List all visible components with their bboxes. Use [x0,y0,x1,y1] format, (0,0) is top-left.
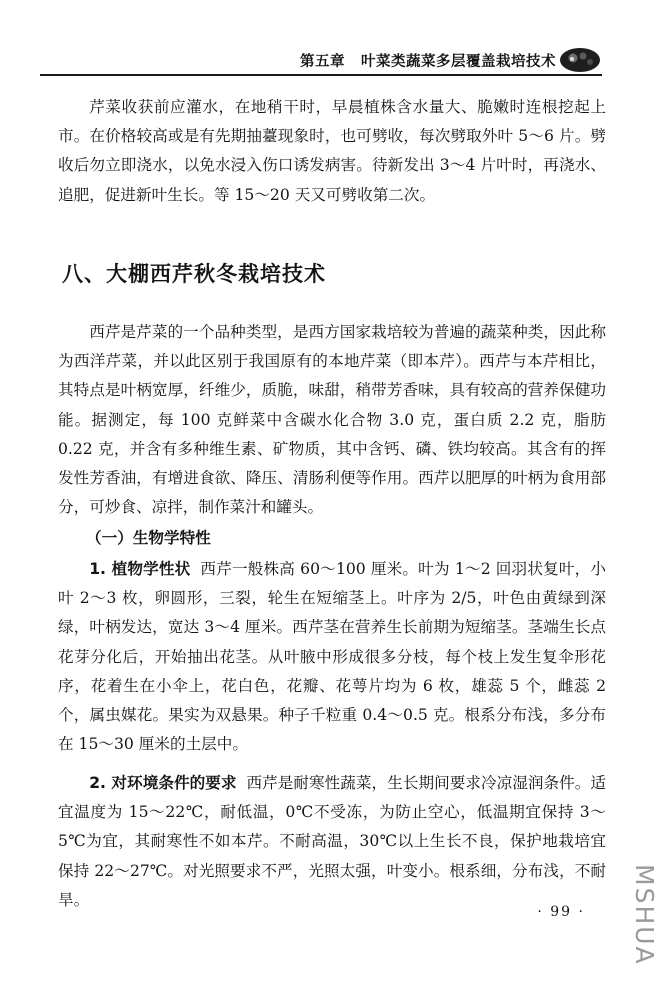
running-header [40,46,602,76]
paragraph-environment [58,769,606,915]
watermark: MSHUA [630,864,659,966]
paragraph-harvest: 芹菜收获前应灌水，在地稍干时，早晨植株含水量大、脆嫩时连根挖起上市。在价格较高或是有先期抽薹现象时，也可劈收，每次劈取外叶 5～6 片。劈收后勿立即浇水，以免水浸入伤口诱发病害。待新发出 3～4 片叶时，再浇水、追肥，促进新叶生长。等 15～20 天又可劈收第二次。 [58,98,606,204]
section-title: 八、大棚西芹秋冬栽培技术 [62,262,326,286]
paragraph-botanical-traits [58,555,606,759]
header-title: 叶菜类蔬菜多层覆盖栽培技术 [361,54,556,70]
paragraph-celery-intro: 西芹是芹菜的一个品种类型，是西方国家栽培较为普遍的蔬菜种类，因此称为西洋芹菜，并以此区别于我国原有的本地芹菜（即本芹）。西芹与本芹相比，其特点是叶柄宽厚，纤维少，质脆，味甜，稍带芳香味，具有较高的营养保健功能。据测定，每 100 克鲜菜中含碳水化合物 3.0 克，蛋白质 2.2 克，脂肪 0.22 克，并含有多种维生素、矿物质，其中含钙、磷、铁均较高。其含有的挥发性芳香油，有增进食欲、降压、清肠利便等作用。西芹以肥厚的叶柄为食用部分，可炒食、凉拌，制作菜汁和罐头。 [58,323,606,517]
page-number: · 99 · [537,904,585,920]
item-heading-environment: 2. 对环境条件的要求 [89,774,237,792]
subsection-title: （一）生物学特性 [86,529,211,547]
item-text-botanical: 西芹一般株高 60～100 厘米。叶为 1～2 回羽状复叶，小叶 2～3 枚，卵圆形，三裂，轮生在短缩茎上。叶序为 2/5，叶色由黄绿到深绿，叶柄发达，宽达 3～4 厘米。西芹茎在营养生长前期为短缩茎。茎端生长点花芽分化后，开始抽出花茎。从叶腋中形成很多分枝，每个枝上发生复伞形花序，花着生在小伞上，花白色，花瓣、花萼片均为 6 枚，雄蕊 5 个，雌蕊 2 个，属虫媒花。果实为双悬果。种子千粒重 0.4～0.5 克。根系分布浅，多分布在 15～30 厘米的土层中。 [58,560,606,754]
header-ornament-icon [558,44,602,74]
header-chapter: 第五章 [300,54,345,70]
item-heading-botanical: 1. 植物学性状 [89,560,191,578]
header-text [300,50,556,71]
item-text-environment: 西芹是耐寒性蔬菜，生长期间要求冷凉湿润条件。适宜温度为 15～22℃，耐低温，0℃不受冻，为防止空心，低温期宜保持 3～5℃为宜，其耐寒性不如本芹。不耐高温，30℃以上生长不良，保护地栽培宜保持 22～27℃。对光照要求不严，光照太强，叶变小。根系细，分布浅，不耐旱。 [58,774,606,909]
